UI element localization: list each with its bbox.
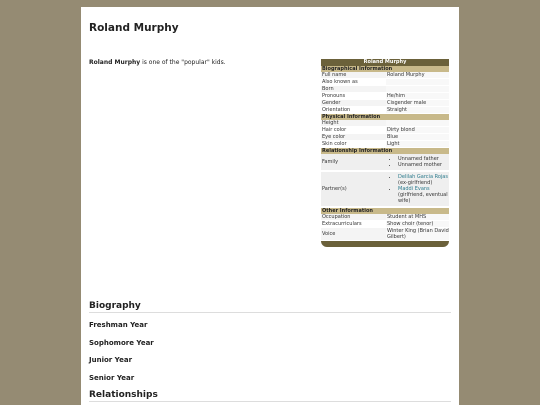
infobox-value (386, 120, 449, 126)
infobox-value (386, 86, 449, 92)
infobox-row-height (321, 120, 449, 127)
infobox-value: Light (386, 141, 449, 147)
intro-subject: Roland Murphy (89, 59, 141, 66)
list-item: • Unnamed mother (398, 162, 449, 168)
heading-sophomore-year: Sophomore Year (89, 339, 154, 347)
character-infobox (321, 59, 449, 247)
infobox-section-relationship: Relationship Information (321, 148, 449, 154)
infobox-row-family (321, 154, 449, 171)
infobox-row-full-name (321, 72, 449, 79)
infobox-section-biographical: Biographical Information (321, 66, 449, 72)
infobox-title: Roland Murphy (321, 59, 449, 66)
article-page (81, 7, 459, 405)
infobox-section-other: Other Information (321, 208, 449, 214)
heading-biography: Biography (89, 301, 451, 313)
infobox-row-hair (321, 127, 449, 134)
infobox-value (386, 154, 449, 170)
infobox-label: Gender (322, 100, 341, 106)
infobox-value: He/him (386, 93, 449, 99)
family-list (387, 156, 449, 168)
infobox-label: Born (322, 86, 334, 92)
heading-senior-year: Senior Year (89, 374, 135, 382)
infobox-value (386, 79, 449, 85)
infobox-value: Cisgender male (386, 100, 449, 106)
infobox-label: Skin color (322, 141, 347, 147)
infobox-label: Also known as (322, 79, 358, 85)
infobox-label: Family (321, 154, 386, 170)
list-item (398, 174, 449, 186)
infobox-value: Winter King (Brian David Gilbert) (387, 228, 449, 240)
heading-freshman-year: Freshman Year (89, 321, 148, 329)
infobox-label: Pronouns (322, 93, 346, 99)
partner-note: (girlfriend, eventual wife) (398, 192, 448, 204)
partner-list (387, 174, 449, 204)
intro-paragraph (89, 59, 226, 66)
page-title: Roland Murphy (89, 22, 179, 34)
partner-note: (ex-girlfriend) (398, 180, 433, 186)
infobox-label: Height (322, 120, 339, 126)
infobox-label: Occupation (322, 214, 351, 220)
infobox-group-phys (321, 120, 449, 148)
infobox-row-skin (321, 141, 449, 148)
partner-link[interactable]: Delilah Garcia Rojas (398, 174, 448, 180)
infobox-row-aka (321, 79, 449, 86)
infobox-group-rel (321, 154, 449, 207)
infobox-value: Blue (386, 134, 449, 140)
infobox-label: Eye color (322, 134, 346, 140)
infobox-label: Partner(s) (321, 172, 386, 206)
infobox-row-orientation (321, 107, 449, 114)
infobox-group-other (321, 214, 449, 241)
infobox-label: Hair color (322, 127, 347, 133)
infobox-group-bio (321, 72, 449, 114)
infobox-label: Voice (322, 231, 336, 237)
infobox-value: Straight (386, 107, 449, 113)
infobox-value: Dirty blond (386, 127, 449, 133)
infobox-label: Full name (322, 72, 347, 78)
infobox-label: Extracurriculars (322, 221, 362, 227)
list-item (398, 186, 449, 204)
infobox-row-eye (321, 134, 449, 141)
heading-relationships: Relationships (89, 390, 451, 402)
infobox-label: Orientation (322, 107, 351, 113)
infobox-section-physical: Physical Information (321, 114, 449, 120)
infobox-value: Show choir (tenor) (386, 221, 449, 227)
infobox-value: Roland Murphy (386, 72, 449, 78)
infobox-value (386, 172, 449, 206)
partner-link[interactable]: Maddi Evans (398, 186, 430, 192)
infobox-row-born (321, 86, 449, 93)
infobox-row-partners (321, 172, 449, 207)
infobox-value: Student at MHS (386, 214, 449, 220)
infobox-row-voice (321, 228, 449, 241)
infobox-row-gender (321, 100, 449, 107)
intro-text: is one of the "popular" kids. (140, 59, 226, 66)
infobox-row-extracurriculars (321, 221, 449, 228)
infobox-row-pronouns (321, 93, 449, 100)
heading-junior-year: Junior Year (89, 356, 133, 364)
infobox-row-occupation (321, 214, 449, 221)
list-item: • Unnamed father (398, 156, 449, 162)
